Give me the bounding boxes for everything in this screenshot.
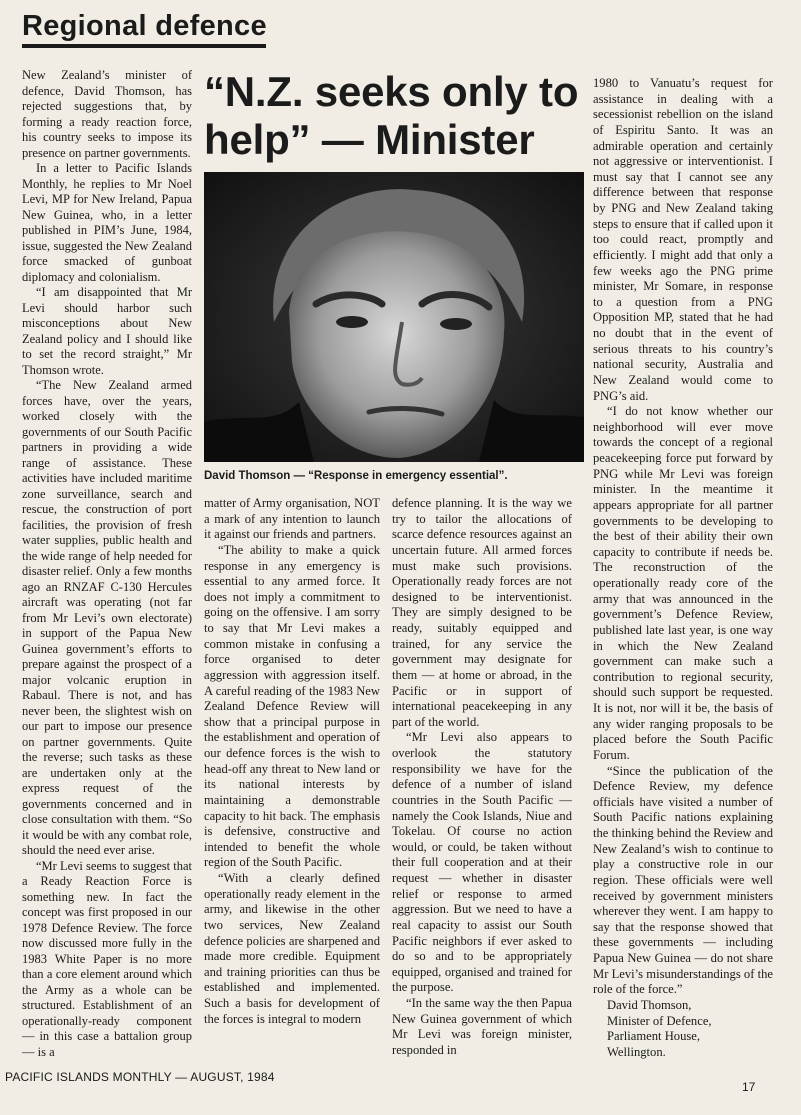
section-title: Regional defence [22, 10, 267, 42]
portrait-photo [204, 172, 584, 462]
article-column-3 [392, 496, 572, 1059]
paragraph: In a letter to Pacific Islands Monthly, he replies to Mr Noel Levi, MP for New Ireland, Papua New Guinea, who, in a letter published in PIM’s June, 1984, issue, suggested the New Zealand force smacked of gunboat diplomacy and colonialism. [22, 161, 192, 284]
portrait-illustration [204, 172, 584, 462]
article-column-2 [204, 496, 380, 1027]
paragraph: defence planning. It is the way we try to tailor the allocations of scarce defence resources against an uncertain future. All armed forces must make such provisions. Operationally ready forces are not designed to be interventionist. They are simply designed to be ready, suitably equipped and trained, for any service the government may designate for them — at home or abroad, in the Pacific or in support of international peacekeeping in any part of the world. [392, 496, 572, 729]
headline-line-1: “N.Z. seeks only to [204, 68, 579, 115]
publication-footer: PACIFIC ISLANDS MONTHLY — AUGUST, 1984 [5, 1070, 275, 1084]
paragraph: “The ability to make a quick response in any emergency is essential to any armed force. It does not imply a commitment to going on the offensive. I am sorry to say that Mr Levi makes a common mistake in confusing a force organised to deter aggression with aggression itself. A careful reading of the 1983 New Zealand Defence Review will show that a principal purpose in the establishment and operation of our defence forces is the wish to head-off any threat to New land or its national interests by maintaining a demonstrable capacity to hit back. The emphasis is defensive, constructive and intended to benefit the whole region of the South Pacific. [204, 542, 380, 870]
paragraph: 1980 to Vanuatu’s request for assistance in dealing with a secessionist rebellion on the island of Espiritu Santo. It was an admirable operation and certainly not aggressive or interventionist. I must say that I cannot see any difference between that response by PNG and New Zealand taking steps to ensure that if called upon it too could react, promptly and efficiently. I might add that only a few weeks ago the PNG prime minister, Mr Somare, in response to a question from a PNG Opposition MP, stated that he had no doubt that in the event of serious threats to his country’s national security, Australia and New Zealand would come to PNG’s aid. [593, 76, 773, 403]
signature-city: Wellington. [607, 1044, 666, 1059]
headline-line-2: help” — Minister [204, 116, 535, 163]
signature-address: Parliament House, [607, 1029, 701, 1044]
article-column-1 [22, 68, 192, 1060]
paragraph: “Since the publication of the Defence Review, my defence officials have visited a number of South Pacific nations explaining the thinking behind the Review and New Zealand’s wish to continue to play a constructive role in our region. These officials were well received by government ministers wherever they went. I am happy to say that the response showed that these governments — including Papua New Guinea — do not share Mr Levi’s misunderstandings of the role of the force.” [593, 763, 773, 997]
paragraph: matter of Army organisation, NOT a mark of any intention to launch it against our friends and partners. [204, 496, 380, 542]
page-number: 17 [742, 1080, 756, 1094]
paragraph: New Zealand’s minister of defence, David Thomson, has rejected suggestions that, by forming a ready reaction force, his country seeks to impose its presence on partner governments. [22, 68, 192, 160]
paragraph: “Mr Levi also appears to overlook the statutory responsibility we have for the defence of a number of island countries in the South Pacific — namely the Cook Islands, Niue and Tokelau. Of course no action would, or could, be taken without their full cooperation and at their request — whether in disaster relief or response to armed aggression. But we need to have a real capacity to assist our South Pacific neighbors if ever asked to do so and to be appropriately equipped, organised and trained for the purpose. [392, 730, 572, 995]
paragraph: “With a clearly defined operationally ready element in the army, and likewise in the other two services, New Zealand defence policies are sharpened and made more credible. Equipment and training priorities can thus be established and implemented. Such a basis for development of the forces is integral to modern [204, 871, 380, 1026]
photo-caption: David Thomson — “Response in emergency essential”. [204, 470, 508, 482]
article-headline [204, 68, 588, 164]
section-title-rule [22, 44, 266, 48]
article-column-4 [593, 76, 773, 1060]
paragraph: “Mr Levi seems to suggest that a Ready Reaction Force is something new. In fact the concept was first proposed in our 1978 Defence Review. The force now discussed more fully in the 1983 White Paper is no more than a core element around which the Army as a whole can be structured. Establishment of an operationally-ready component — in this case a battalion group — is a [22, 858, 192, 1059]
paragraph: “I do not know whether our neighborhood will ever move towards the concept of a regional peacekeeping force put forward by PNG while Mr Levi was foreign minister. In the meantime it appears appropriate for all partner governments to be developing to the best of their ability their own capacity to contribute if needs be. The reconstruction of the operationally ready core of the army that was announced in the government’s Defence Review, published late last year, is one way in which the New Zealand government can make such a contribution to regional security, should such support be requested. It is not, nor will it be, the basis of any wider ranging proposals to be placed before the South Pacific Forum. [593, 404, 773, 762]
paragraph: “I am disappointed that Mr Levi should harbor such misconceptions about New Zealand policy and I should like to set the record straight,” Mr Thomson wrote. [22, 285, 192, 377]
paragraph: “In the same way the then Papua New Guinea government of which Mr Levi was foreign minister, responded in [392, 996, 572, 1057]
signature-title: Minister of Defence, [607, 1013, 712, 1028]
paragraph: “The New Zealand armed forces have, over the years, worked closely with the governments of our South Pacific partners in providing a wide range of assistance. These activities have included maritime zone surveillance, search and rescue, the construction of port facilities, the provision of fresh water supplies, public health and the wide range of help needed for disaster relief. Only a few months ago an RNZAF C-130 Hercules aircraft was operating (not far from Mr Levi’s own electorate) in support of the Papua New Guinea government’s efforts to prepare against the prospect of a major volcanic eruption in Rabaul. There is not, and has never been, the slightest wish on our part to impose our presence on partner governments. Quite the reverse; such tasks as these are undertaken only at the express request of the governments concerned and in close consultation with them. “So it would be with any combat role, should the need ever arise. [22, 378, 192, 857]
signature-name: David Thomson, [607, 997, 692, 1012]
